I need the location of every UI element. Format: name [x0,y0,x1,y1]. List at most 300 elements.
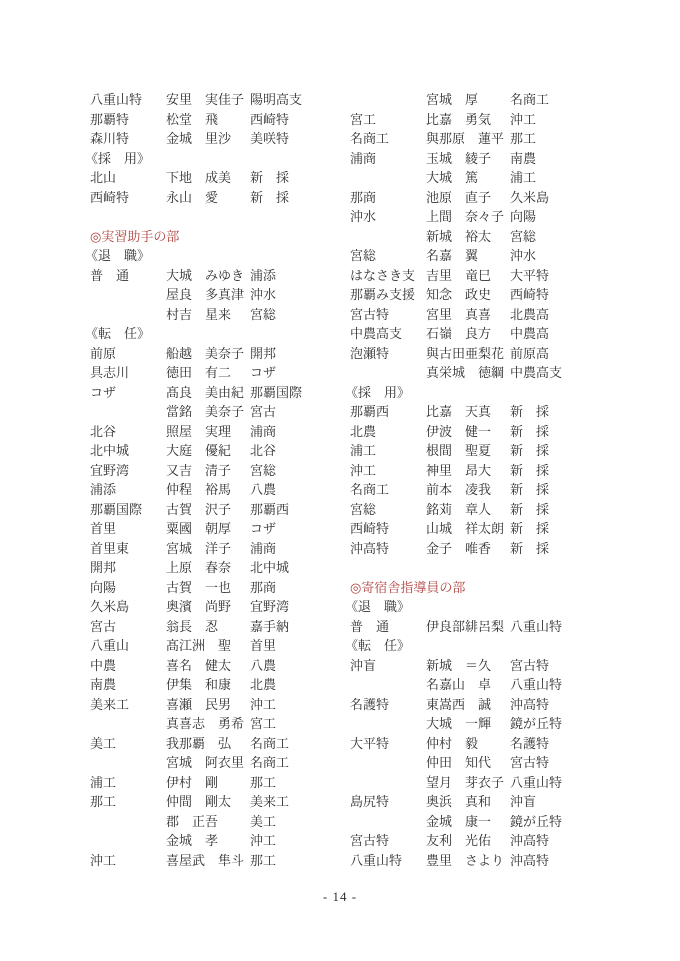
entry-row [350,90,620,110]
school-from: 北山 [90,170,117,185]
entry-row [350,110,620,130]
person-name: 徳田 有二 [166,365,232,380]
school-from [350,812,426,832]
person-name: 伊良部緋呂梨 [426,618,505,634]
school-to: 美来工 [250,794,290,809]
entry-row [350,305,620,325]
school-to: 宮総 [250,306,277,322]
school-to: 新 採 [510,501,550,517]
person-name: 上原 春奈 [166,560,232,575]
entry-row [90,792,350,812]
entry-row [350,461,620,481]
person-name: 新城 裕太 [426,228,492,244]
person-name: 銘苅 章人 [426,501,492,517]
school-to: 西崎特 [250,111,290,127]
school-to: 美工 [250,813,277,829]
school-to: 鏡が丘特 [510,813,563,829]
school-to: コザ [250,521,277,536]
school-from: 宜野湾 [90,462,130,478]
school-to: 沖盲 [510,794,537,809]
school-from: 名商工 [350,131,390,146]
subsection-heading-label: 《転 任》 [85,326,151,341]
school-to: コザ [250,365,277,380]
person-name: 友利 光佑 [426,833,492,848]
entry-row [350,168,620,188]
school-to: 八重山特 [510,677,563,692]
school-to: 沖高特 [510,696,550,712]
subsection-heading [85,324,350,344]
entry-row [350,812,620,832]
entry-row [90,753,350,773]
person-name: 伊波 健一 [426,423,492,439]
entry-row [350,188,620,208]
person-name: 大庭 優紀 [166,443,232,458]
school-to: 中農高支 [510,365,563,380]
school-to: 新 採 [510,540,550,556]
school-to: 那工 [250,774,277,790]
section-heading-label: ◎実習助手の部 [90,228,180,244]
entry-row [350,285,620,305]
school-from [90,812,166,832]
person-name: 髙良 美由紀 [166,384,245,400]
entry-row [350,851,620,871]
section-heading [350,578,620,598]
person-name: 奥濱 尚野 [166,599,232,614]
entry-row [350,500,620,520]
person-name: 石嶺 良方 [426,326,492,341]
entry-row [90,90,350,110]
person-name: 比嘉 天真 [426,404,492,419]
school-from [90,753,166,773]
section-heading [90,227,350,247]
person-name: 照屋 実理 [166,423,232,439]
school-to: 八農 [250,482,277,497]
school-to: 宜野湾 [250,599,290,614]
entry-row [350,734,620,754]
school-from: 美工 [90,735,117,751]
school-from: 北谷 [90,423,117,439]
school-from: 中農 [90,657,117,673]
entry-row [90,441,350,461]
person-name: 前本 凌我 [426,482,492,497]
person-name: 大城 一輝 [426,716,492,731]
entry-row [350,422,620,442]
entry-row [90,519,350,539]
entry-row [90,636,350,656]
school-to: 宮古 [250,404,277,419]
entry-row [90,500,350,520]
entry-row [350,792,620,812]
entry-row [90,539,350,559]
entry-row [350,344,620,364]
school-to: 首里 [250,638,277,653]
person-name: 新城 ＝久 [426,657,492,673]
school-from: 開邦 [90,560,117,575]
subsection-heading-label: 《採 用》 [85,150,151,166]
school-from [90,402,166,422]
school-from: 普 通 [90,267,130,283]
person-name: 金城 康一 [426,813,492,829]
person-name: 古賀 一也 [166,579,232,595]
person-name: 喜名 健太 [166,657,232,673]
school-to: 那工 [250,852,277,868]
person-name: 安里 実佳子 [166,92,245,107]
person-name: 東嵩西 誠 [426,696,492,712]
school-from: 沖工 [90,852,117,868]
person-name: 大城 みゆき [166,267,245,283]
school-to: 八重山特 [510,774,563,790]
entry-row [90,831,350,851]
school-to: 鏡が丘特 [510,716,563,731]
school-from: 南農 [90,677,117,692]
school-from: 普 通 [350,618,390,634]
school-from: 宮古特 [350,306,390,322]
school-to: 北農高 [510,306,550,322]
subsection-heading [345,597,620,617]
school-from: 泡瀬特 [350,345,390,361]
entry-row [350,480,620,500]
school-to: 浦商 [250,540,277,556]
person-name: 知念 政史 [426,287,492,302]
school-from: 西崎特 [350,521,390,536]
person-name: 金城 孝 [166,833,219,848]
person-name: 玉城 綾子 [426,150,492,166]
entry-row [350,441,620,461]
subsection-heading-label: 《退 職》 [345,599,411,614]
school-from: 沖工 [350,462,377,478]
school-to: 沖工 [250,696,277,712]
person-name: 比嘉 勇気 [426,111,492,127]
school-from [350,773,426,793]
school-from: 宮工 [350,111,377,127]
subsection-heading [345,636,620,656]
school-from: 沖水 [350,209,377,224]
school-from [350,675,426,695]
blank-row [350,558,620,578]
school-from: 大平特 [350,735,390,751]
school-to: 名商工 [250,755,290,770]
section-heading-label: ◎寄宿舎指導員の部 [350,579,466,595]
entry-row [90,597,350,617]
entry-row [350,773,620,793]
entry-row [90,285,350,305]
school-to: 北中城 [250,560,290,575]
school-from [350,363,426,383]
person-name: 永山 愛 [166,189,219,205]
person-name: 伊集 和康 [166,677,232,692]
person-name: 宮城 厚 [426,92,479,107]
school-to: 宮総 [510,228,537,244]
school-from [90,714,166,734]
entry-row [350,617,620,637]
school-to: 那工 [510,131,537,146]
entry-row [90,383,350,403]
school-to: 沖工 [250,833,277,848]
school-from [350,168,426,188]
person-name: 村吉 星来 [166,306,232,322]
subsection-heading-label: 《採 用》 [345,384,411,400]
entry-row [350,363,620,383]
person-name: 喜屋武 隼斗 [166,852,245,868]
school-to: 新 採 [510,462,550,478]
school-from [90,285,166,305]
school-to: 浦添 [250,267,277,283]
entry-row [90,578,350,598]
entry-row [350,227,620,247]
school-to: 八農 [250,657,277,673]
school-from: 具志川 [90,365,130,380]
school-from: はなさき支 [350,267,416,283]
person-name: 伊村 剛 [166,774,219,790]
school-from: 北農 [350,423,377,439]
person-name: 與古田亜梨花 [426,345,505,361]
school-from: 北中城 [90,443,130,458]
person-name: 宮城 洋子 [166,540,232,556]
school-to: 大平特 [510,267,550,283]
school-from: 久米島 [90,599,130,614]
school-from [90,831,166,851]
school-from: 浦工 [90,774,117,790]
school-from: 浦工 [350,443,377,458]
subsection-heading [85,149,350,169]
school-to: 宮古特 [510,755,550,770]
entry-row [90,714,350,734]
school-to: 新 採 [250,189,290,205]
school-to: 宮工 [250,716,277,731]
school-from: 首里 [90,521,117,536]
person-name: 喜瀬 民男 [166,696,232,712]
entry-row [90,461,350,481]
person-name: 又吉 清子 [166,462,232,478]
entry-row [90,675,350,695]
person-name: 大城 篤 [426,170,479,185]
person-name: 翁長 忍 [166,618,219,634]
school-from: 那覇み支援 [350,287,416,302]
person-name: 池原 直子 [426,189,492,205]
entry-row [350,129,620,149]
school-to: 美咲特 [250,131,290,146]
school-from: 浦商 [350,150,377,166]
person-name: 下地 成美 [166,170,232,185]
school-from: 前原 [90,345,117,361]
school-to: 宮総 [250,462,277,478]
entry-row [90,363,350,383]
person-name: 上間 奈々子 [426,209,505,224]
entry-row [90,851,350,871]
entry-row [90,773,350,793]
school-to: 那覇国際 [250,384,303,400]
left-column [85,90,350,870]
entry-row [90,129,350,149]
school-from: 那覇国際 [90,501,143,517]
school-from: 名護特 [350,696,390,712]
page-number: - 14 - [322,889,358,904]
entry-row [350,266,620,286]
person-name: 粟國 朝厚 [166,521,232,536]
school-from: コザ [90,384,117,400]
person-name: 船越 美奈子 [166,345,245,361]
entry-row [90,402,350,422]
entry-row [350,519,620,539]
school-to: 浦工 [510,170,537,185]
school-from: 宮古特 [350,833,390,848]
person-name: 豊里 さより [426,852,505,868]
entry-row [350,675,620,695]
subsection-heading [345,383,620,403]
school-to: 向陽 [510,209,537,224]
school-to: 沖水 [250,287,277,302]
school-to: 浦商 [250,423,277,439]
entry-row [90,344,350,364]
person-name: 與那原 蓮平 [426,131,505,146]
entry-row [90,305,350,325]
entry-row [90,656,350,676]
person-name: 當銘 美奈子 [166,404,245,419]
entry-row [350,656,620,676]
person-name: 仲村 毅 [426,735,479,751]
entry-row [350,207,620,227]
school-to: 中農高 [510,326,550,341]
school-to: 沖高特 [510,852,550,868]
person-name: 真喜志 勇希 [166,716,245,731]
school-to: 北谷 [250,443,277,458]
person-name: 名嘉 翼 [426,248,479,263]
school-from [350,753,426,773]
school-from: 首里東 [90,540,130,556]
school-to: 新 採 [510,521,550,536]
school-from: 那商 [350,189,377,205]
entry-row [90,266,350,286]
person-name: 髙江洲 聖 [166,638,232,653]
person-name: 宮城 阿衣里 [166,755,245,770]
person-name: 真栄城 徳綱 [426,365,505,380]
school-to: 新 採 [510,423,550,439]
school-to: 沖水 [510,248,537,263]
school-to: 新 採 [510,443,550,458]
school-from [350,90,426,110]
school-from: 名商工 [350,482,390,497]
subsection-heading [85,246,350,266]
school-from [350,227,426,247]
entry-row [350,753,620,773]
school-from: 八重山 [90,638,130,653]
school-to: 新 採 [250,170,290,185]
personnel-list [85,90,620,870]
school-to: 名商工 [250,735,290,751]
person-name: 古賀 沢子 [166,501,232,517]
school-from: 宮古 [90,618,117,634]
entry-row [350,402,620,422]
school-from: 美来工 [90,696,130,712]
school-from: 八重山特 [90,92,143,107]
school-to: 那覇西 [250,501,290,517]
person-name: 根間 聖夏 [426,443,492,458]
entry-row [90,812,350,832]
entry-row [90,695,350,715]
school-from: 那工 [90,794,117,809]
subsection-heading-label: 《退 職》 [85,248,151,263]
school-to: 久米島 [510,189,550,205]
entry-row [90,422,350,442]
entry-row [350,695,620,715]
person-name: 神里 昂大 [426,462,492,478]
entry-row [350,539,620,559]
school-from: 沖盲 [350,657,377,673]
person-name: 金城 里沙 [166,131,232,146]
school-to: 開邦 [250,345,277,361]
entry-row [90,480,350,500]
entry-row [90,734,350,754]
entry-row [90,110,350,130]
school-to: 前原高 [510,345,550,361]
school-to: 沖高特 [510,833,550,848]
blank-row [90,207,350,227]
school-from: 那覇西 [350,404,390,419]
entry-row [350,831,620,851]
school-to: 新 採 [510,482,550,497]
person-name: 望月 芽衣子 [426,774,505,790]
school-from [350,714,426,734]
entry-row [350,149,620,169]
school-from: 中農高支 [350,326,403,341]
school-from: 森川特 [90,131,130,146]
school-to: 嘉手納 [250,618,290,634]
person-name: 仲間 剛太 [166,794,232,809]
school-from: 西崎特 [90,189,130,205]
school-to: 南農 [510,150,537,166]
person-name: 屋良 多真津 [166,287,245,302]
entry-row [90,558,350,578]
school-to: 八重山特 [510,618,563,634]
school-from [90,305,166,325]
right-column [345,90,620,870]
person-name: 松堂 飛 [166,111,219,127]
entry-row [90,188,350,208]
entry-row [350,324,620,344]
person-name: 名嘉山 卓 [426,677,492,692]
entry-row [350,246,620,266]
school-from: 那覇特 [90,111,130,127]
person-name: 仲田 知代 [426,755,492,770]
school-from: 向陽 [90,579,117,595]
school-from: 宮総 [350,248,377,263]
entry-row [90,617,350,637]
subsection-heading-label: 《転 任》 [345,638,411,653]
school-from: 宮総 [350,501,377,517]
person-name: 吉里 竜巳 [426,267,492,283]
person-name: 奥浜 真和 [426,794,492,809]
entry-row [90,168,350,188]
school-to: 名護特 [510,735,550,751]
school-to: 新 採 [510,404,550,419]
school-from: 島尻特 [350,794,390,809]
school-to: 沖工 [510,111,537,127]
school-to: 宮古特 [510,657,550,673]
person-name: 我那覇 弘 [166,735,232,751]
school-from: 沖高特 [350,540,390,556]
school-from: 八重山特 [350,852,403,868]
school-to: 北農 [250,677,277,692]
entry-row [350,714,620,734]
school-from: 浦添 [90,482,117,497]
person-name: 金子 唯香 [426,540,492,556]
school-to: 陽明高支 [250,92,303,107]
person-name: 山城 祥太朗 [426,521,505,536]
school-to: 那商 [250,579,277,595]
school-to: 名商工 [510,92,550,107]
school-to: 西崎特 [510,287,550,302]
person-name: 郡 正吾 [166,813,219,829]
